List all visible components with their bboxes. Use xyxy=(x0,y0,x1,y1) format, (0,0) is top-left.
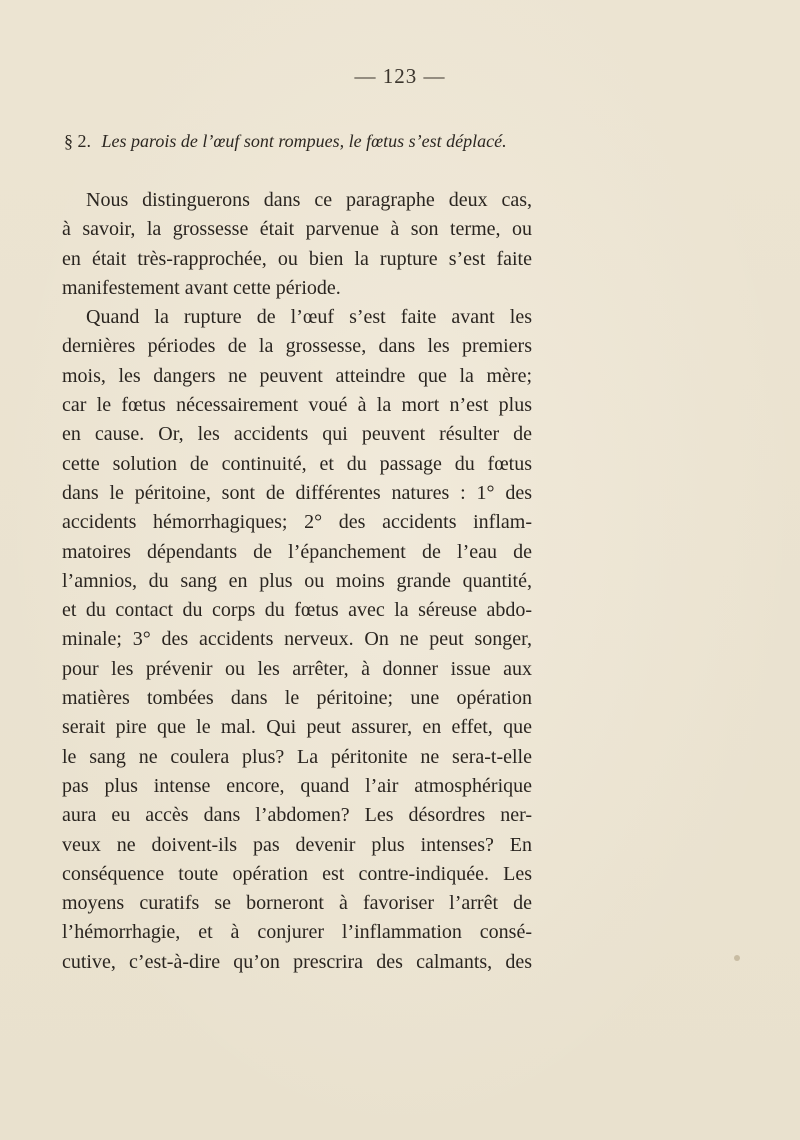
text-line: en était très-rapprochée, ou bien la rupture s’est faite xyxy=(62,247,532,270)
text-line: serait pire que le mal. Qui peut assurer, en effet, que xyxy=(62,716,532,739)
text-line: aura eu accès dans l’abdomen? Les désordres ner- xyxy=(62,804,532,827)
text-line: pour les prévenir ou les arrêter, à donner issue aux xyxy=(62,657,532,680)
text-line: Nous distinguerons dans ce paragraphe deux cas, xyxy=(86,189,532,211)
text-line: le sang ne coulera plus? La péritonite ne sera-t-elle xyxy=(62,745,532,768)
section-number: § 2. xyxy=(64,131,91,151)
text-line: conséquence toute opération est contre-indiquée. Les xyxy=(62,862,532,885)
text-line: cette solution de continuité, et du passage du fœtus xyxy=(62,452,532,475)
text-line: matières tombées dans le péritoine; une opération xyxy=(62,687,532,710)
text-line: l’amnios, du sang en plus ou moins grande quantité, xyxy=(62,569,532,592)
body-text xyxy=(62,186,532,977)
text-line: à savoir, la grossesse était parvenue à son terme, ou xyxy=(62,218,532,241)
text-line: cutive, c’est-à-dire qu’on prescrira des calmants, des xyxy=(62,950,532,973)
text-line: l’hémorrhagie, et à conjurer l’inflammation consé- xyxy=(62,921,532,944)
text-line: moyens curatifs se borneront à favoriser l’arrêt de xyxy=(62,892,532,915)
section-title: Les parois de l’œuf sont rompues, le fœtus s’est déplacé. xyxy=(101,131,507,151)
text-line: et du contact du corps du fœtus avec la séreuse abdo- xyxy=(62,599,532,622)
text-line: mois, les dangers ne peuvent atteindre que la mère; xyxy=(62,364,532,387)
text-line: matoires dépendants de l’épanchement de l’eau de xyxy=(62,540,532,563)
page-number: — 123 — xyxy=(354,64,446,88)
text-line: accidents hémorrhagiques; 2° des accidents inflam- xyxy=(62,511,532,534)
section-heading xyxy=(64,131,534,152)
text-line: dernières périodes de la grossesse, dans les premiers xyxy=(62,335,532,358)
text-line: dans le péritoine, sont de différentes natures : 1° des xyxy=(62,481,532,504)
text-line: car le fœtus nécessairement voué à la mort n’est plus xyxy=(62,394,532,417)
text-line: en cause. Or, les accidents qui peuvent résulter de xyxy=(62,423,532,446)
text-line: manifestement avant cette période. xyxy=(62,276,341,299)
text-line: Quand la rupture de l’œuf s’est faite avant les xyxy=(86,306,532,329)
text-line: pas plus intense encore, quand l’air atmosphérique xyxy=(62,774,532,797)
paper-blemish xyxy=(734,955,740,961)
text-line: veux ne doivent-ils pas devenir plus intenses? En xyxy=(62,833,532,856)
text-line: minale; 3° des accidents nerveux. On ne peut songer, xyxy=(62,628,532,651)
